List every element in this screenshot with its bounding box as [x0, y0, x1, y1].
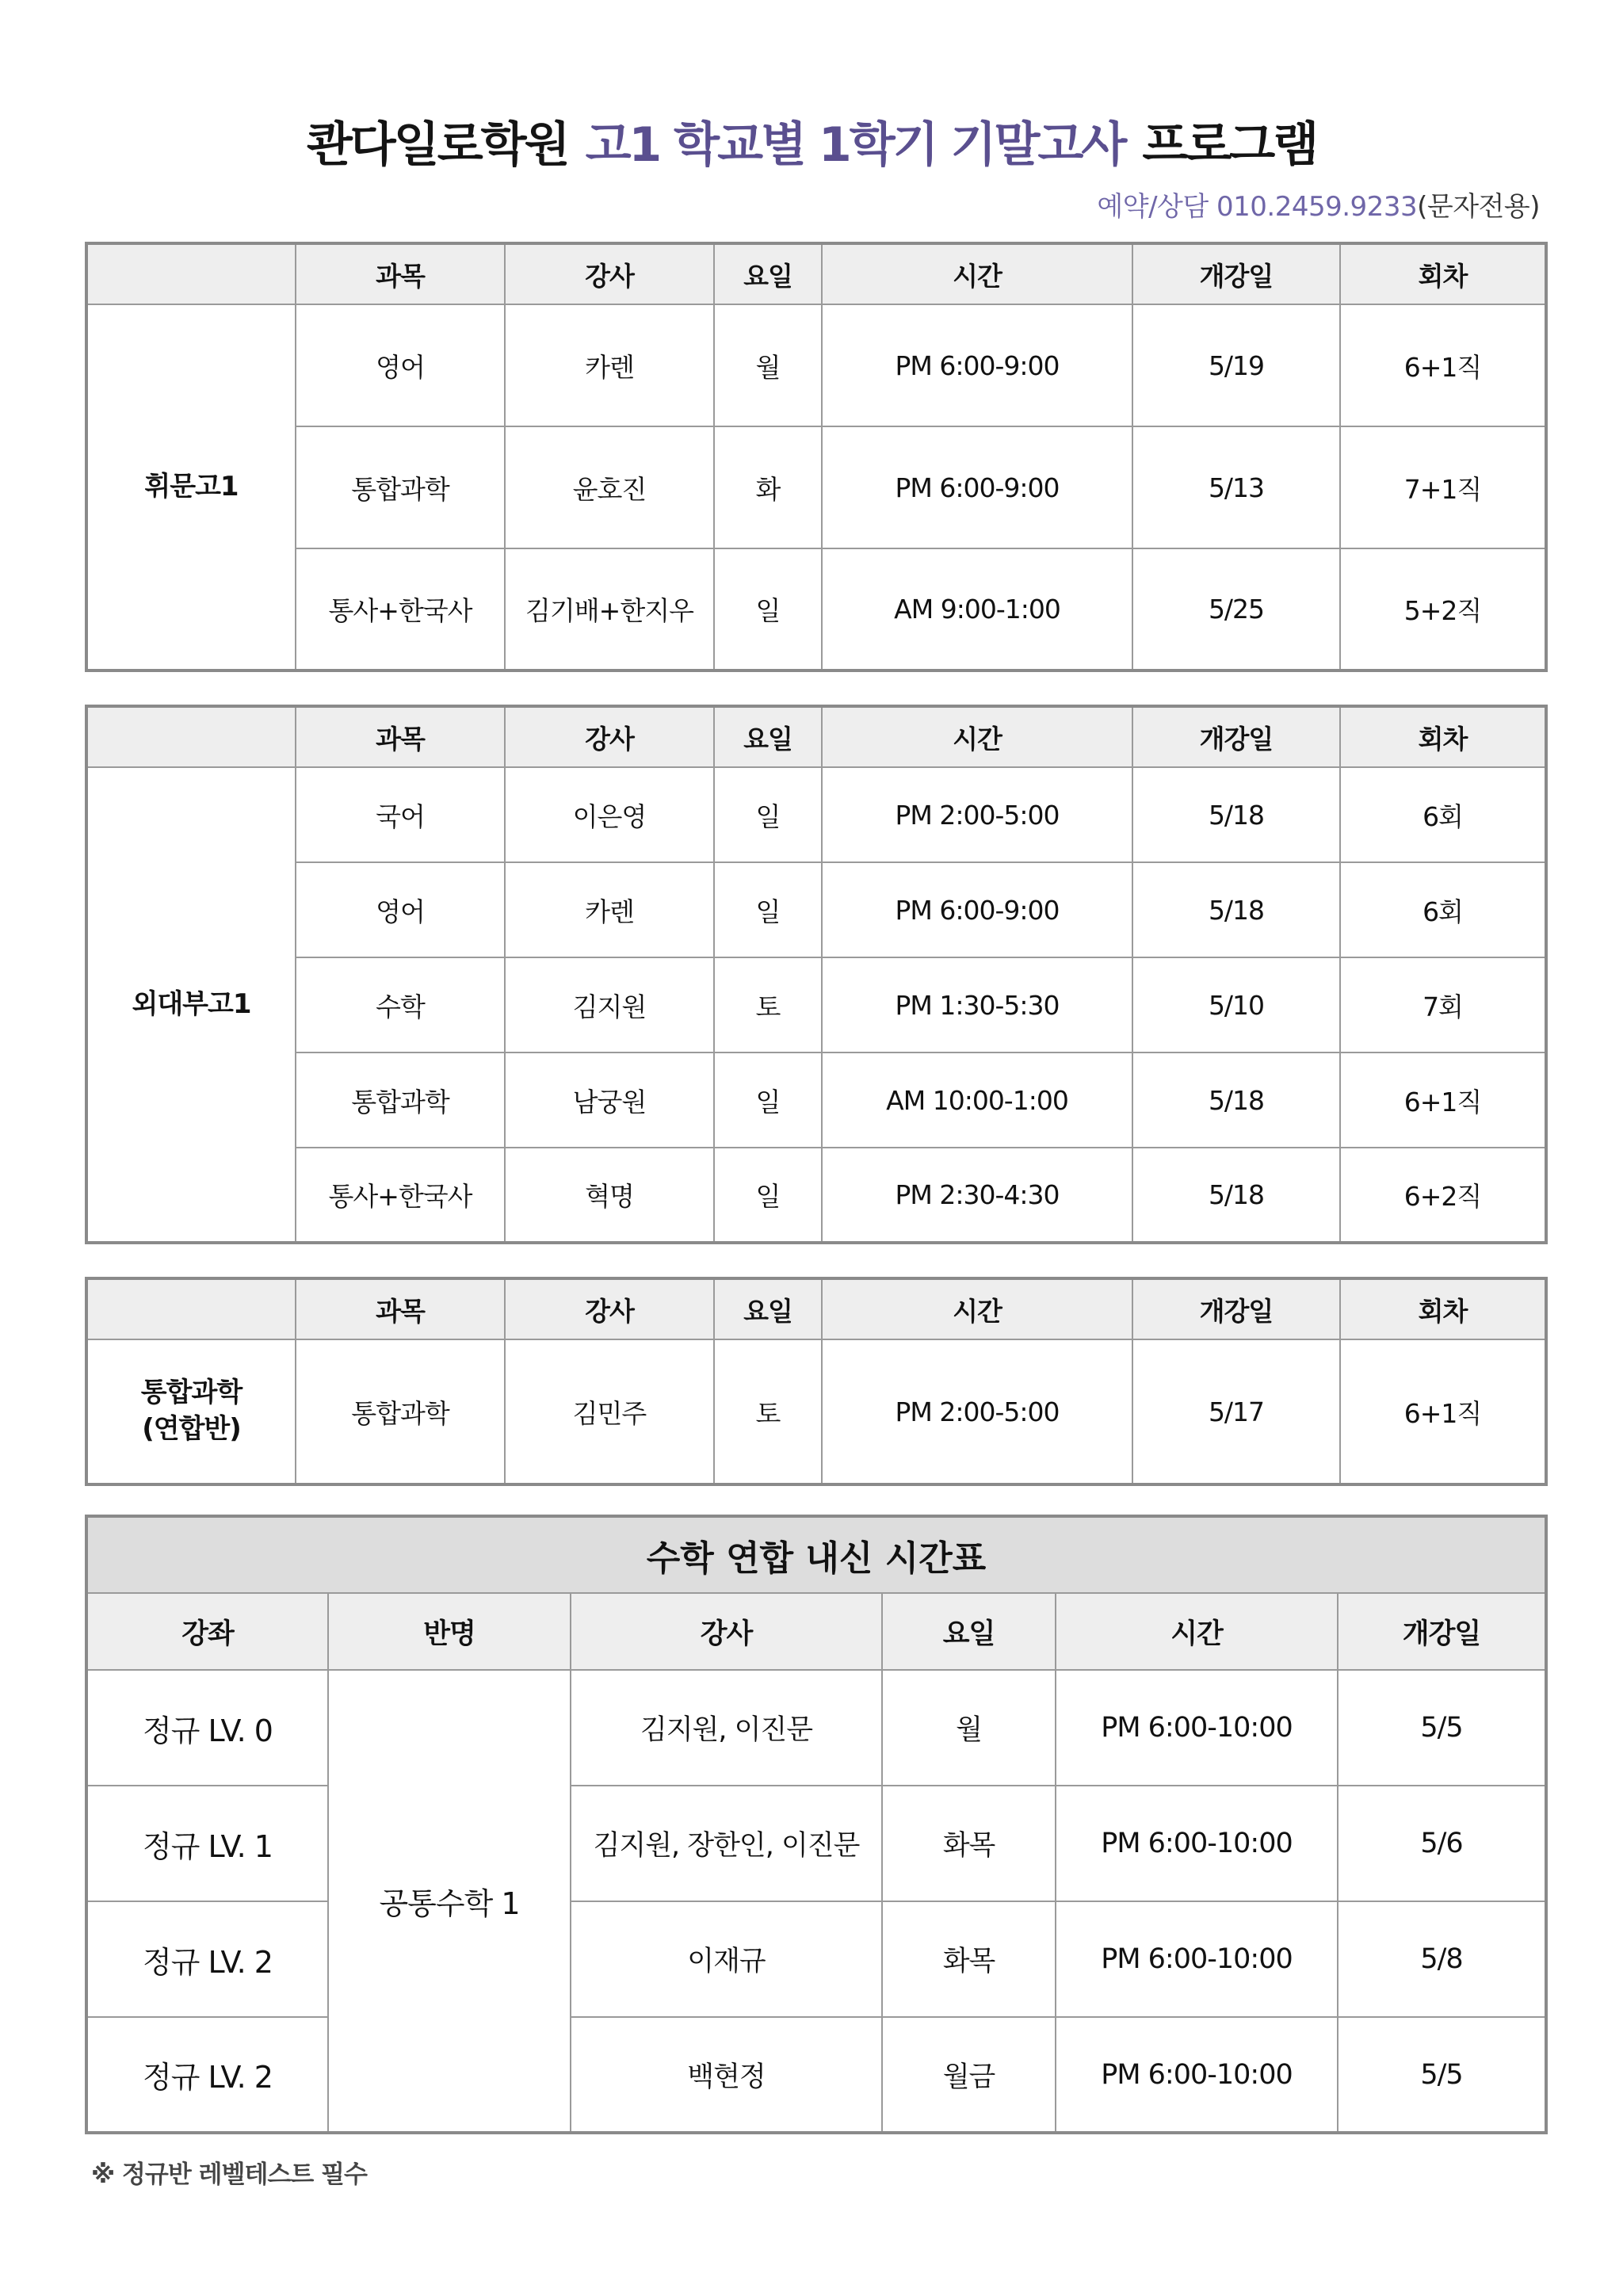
time-cell: PM 2:00-5:00: [822, 1339, 1132, 1484]
day-cell: 월: [882, 1670, 1056, 1786]
table-row: [86, 1670, 1546, 1786]
subject-cell: 영어: [296, 304, 505, 426]
start-cell: 5/18: [1132, 767, 1340, 862]
header-time: 시간: [1056, 1593, 1338, 1670]
subject-cell: 국어: [296, 767, 505, 862]
teacher-cell: 김기배+한지우: [505, 548, 714, 670]
contact-note: (문자전용): [1417, 191, 1540, 223]
level-test-note: ※ 정규반 레벨테스트 필수: [91, 2160, 367, 2189]
time-cell: PM 1:30-5:30: [822, 957, 1132, 1052]
subject-cell: 통합과학: [296, 1052, 505, 1148]
day-cell: 일: [714, 1052, 822, 1148]
math-caption: 수학 연합 내신 시간표: [86, 1516, 1546, 1593]
table-header-row: [86, 706, 1546, 767]
page-title: [0, 107, 1623, 175]
combined-name-line2: (연합반): [142, 1413, 241, 1445]
header-subject: 과목: [296, 1278, 505, 1339]
sessions-cell: 6회: [1340, 767, 1546, 862]
sessions-cell: 6+1직: [1340, 304, 1546, 426]
sessions-cell: 6+2직: [1340, 1148, 1546, 1243]
math-caption-row: [86, 1516, 1546, 1593]
header-blank: [86, 1278, 296, 1339]
start-cell: 5/6: [1338, 1786, 1546, 1901]
course-cell: 정규 LV. 2: [86, 2017, 328, 2133]
day-cell: 일: [714, 548, 822, 670]
table-row: [86, 1901, 1546, 2017]
time-cell: AM 9:00-1:00: [822, 548, 1132, 670]
day-cell: 화목: [882, 1786, 1056, 1901]
sessions-cell: 7+1직: [1340, 426, 1546, 548]
table-row: [86, 426, 1546, 548]
header-blank: [86, 706, 296, 767]
start-cell: 5/18: [1132, 1052, 1340, 1148]
header-teacher: 강사: [505, 243, 714, 304]
start-cell: 5/25: [1132, 548, 1340, 670]
header-time: 시간: [822, 1278, 1132, 1339]
subject-cell: 수학: [296, 957, 505, 1052]
time-cell: PM 6:00-10:00: [1056, 2017, 1338, 2133]
header-day: 요일: [714, 706, 822, 767]
header-class: 반명: [328, 1593, 571, 1670]
header-subject: 과목: [296, 706, 505, 767]
start-cell: 5/5: [1338, 1670, 1546, 1786]
table-row: [86, 957, 1546, 1052]
course-cell: 정규 LV. 1: [86, 1786, 328, 1901]
subject-cell: 통합과학: [296, 426, 505, 548]
time-cell: PM 2:30-4:30: [822, 1148, 1132, 1243]
subject-cell: 영어: [296, 862, 505, 957]
header-teacher: 강사: [571, 1593, 882, 1670]
program-name: 고1 학교별 1학기 기말고사: [585, 117, 1125, 173]
table-row: [86, 1148, 1546, 1243]
teacher-cell: 김지원, 이진문: [571, 1670, 882, 1786]
sessions-cell: 6+1직: [1340, 1052, 1546, 1148]
contact-info: [1097, 185, 1540, 223]
combined-name-line1: 통합과학: [140, 1377, 242, 1409]
contact-phone: 예약/상담 010.2459.9233: [1097, 191, 1418, 223]
school-name: 외대부고1: [86, 767, 296, 1243]
teacher-cell: 혁명: [505, 1148, 714, 1243]
school-name: 휘문고1: [86, 304, 296, 670]
sessions-cell: 6회: [1340, 862, 1546, 957]
program-word: 프로그램: [1142, 117, 1317, 173]
table-header-row: [86, 243, 1546, 304]
start-cell: 5/19: [1132, 304, 1340, 426]
header-blank: [86, 243, 296, 304]
table-header-row: [86, 1278, 1546, 1339]
day-cell: 토: [714, 1339, 822, 1484]
teacher-cell: 남궁원: [505, 1052, 714, 1148]
sessions-cell: 5+2직: [1340, 548, 1546, 670]
start-cell: 5/5: [1338, 2017, 1546, 2133]
header-teacher: 강사: [505, 706, 714, 767]
schedule-table-school1: [85, 242, 1548, 672]
teacher-cell: 김지원: [505, 957, 714, 1052]
day-cell: 일: [714, 767, 822, 862]
header-start: 개강일: [1132, 243, 1340, 304]
start-cell: 5/17: [1132, 1339, 1340, 1484]
table-row: [86, 1052, 1546, 1148]
header-start: 개강일: [1132, 1278, 1340, 1339]
teacher-cell: 카렌: [505, 862, 714, 957]
header-start: 개강일: [1338, 1593, 1546, 1670]
teacher-cell: 카렌: [505, 304, 714, 426]
table-row: [86, 767, 1546, 862]
time-cell: AM 10:00-1:00: [822, 1052, 1132, 1148]
day-cell: 일: [714, 1148, 822, 1243]
math-schedule-table: [85, 1515, 1548, 2134]
header-course: 강좌: [86, 1593, 328, 1670]
time-cell: PM 6:00-10:00: [1056, 1670, 1338, 1786]
course-cell: 정규 LV. 2: [86, 1901, 328, 2017]
table-row: [86, 2017, 1546, 2133]
start-cell: 5/13: [1132, 426, 1340, 548]
table-row: [86, 1786, 1546, 1901]
table-row: [86, 1339, 1546, 1484]
time-cell: PM 6:00-10:00: [1056, 1901, 1338, 2017]
time-cell: PM 6:00-9:00: [822, 862, 1132, 957]
table-header-row: [86, 1593, 1546, 1670]
header-sessions: 회차: [1340, 243, 1546, 304]
time-cell: PM 6:00-9:00: [822, 426, 1132, 548]
header-sessions: 회차: [1340, 706, 1546, 767]
teacher-cell: 이재규: [571, 1901, 882, 2017]
day-cell: 화목: [882, 1901, 1056, 2017]
start-cell: 5/18: [1132, 1148, 1340, 1243]
header-start: 개강일: [1132, 706, 1340, 767]
time-cell: PM 6:00-9:00: [822, 304, 1132, 426]
day-cell: 월: [714, 304, 822, 426]
header-day: 요일: [714, 1278, 822, 1339]
header-sessions: 회차: [1340, 1278, 1546, 1339]
subject-cell: 통합과학: [296, 1339, 505, 1484]
class-name-cell: 공통수학 1: [328, 1670, 571, 2133]
teacher-cell: 이은영: [505, 767, 714, 862]
academy-name: 콴다일로학원: [306, 117, 568, 173]
header-time: 시간: [822, 706, 1132, 767]
header-day: 요일: [714, 243, 822, 304]
time-cell: PM 6:00-10:00: [1056, 1786, 1338, 1901]
teacher-cell: 김지원, 장한인, 이진문: [571, 1786, 882, 1901]
day-cell: 화: [714, 426, 822, 548]
day-cell: 토: [714, 957, 822, 1052]
start-cell: 5/18: [1132, 862, 1340, 957]
day-cell: 일: [714, 862, 822, 957]
schedule-table-school2: [85, 705, 1548, 1244]
teacher-cell: 김민주: [505, 1339, 714, 1484]
header-subject: 과목: [296, 243, 505, 304]
sessions-cell: 6+1직: [1340, 1339, 1546, 1484]
sessions-cell: 7회: [1340, 957, 1546, 1052]
subject-cell: 통사+한국사: [296, 548, 505, 670]
time-cell: PM 2:00-5:00: [822, 767, 1132, 862]
header-time: 시간: [822, 243, 1132, 304]
table-row: [86, 862, 1546, 957]
start-cell: 5/10: [1132, 957, 1340, 1052]
schedule-table-combined: [85, 1277, 1548, 1486]
table-row: [86, 304, 1546, 426]
subject-cell: 통사+한국사: [296, 1148, 505, 1243]
header-teacher: 강사: [505, 1278, 714, 1339]
header-day: 요일: [882, 1593, 1056, 1670]
teacher-cell: 윤호진: [505, 426, 714, 548]
day-cell: 월금: [882, 2017, 1056, 2133]
course-cell: 정규 LV. 0: [86, 1670, 328, 1786]
teacher-cell: 백현정: [571, 2017, 882, 2133]
combined-class-name: [86, 1339, 296, 1484]
start-cell: 5/8: [1338, 1901, 1546, 2017]
table-row: [86, 548, 1546, 670]
